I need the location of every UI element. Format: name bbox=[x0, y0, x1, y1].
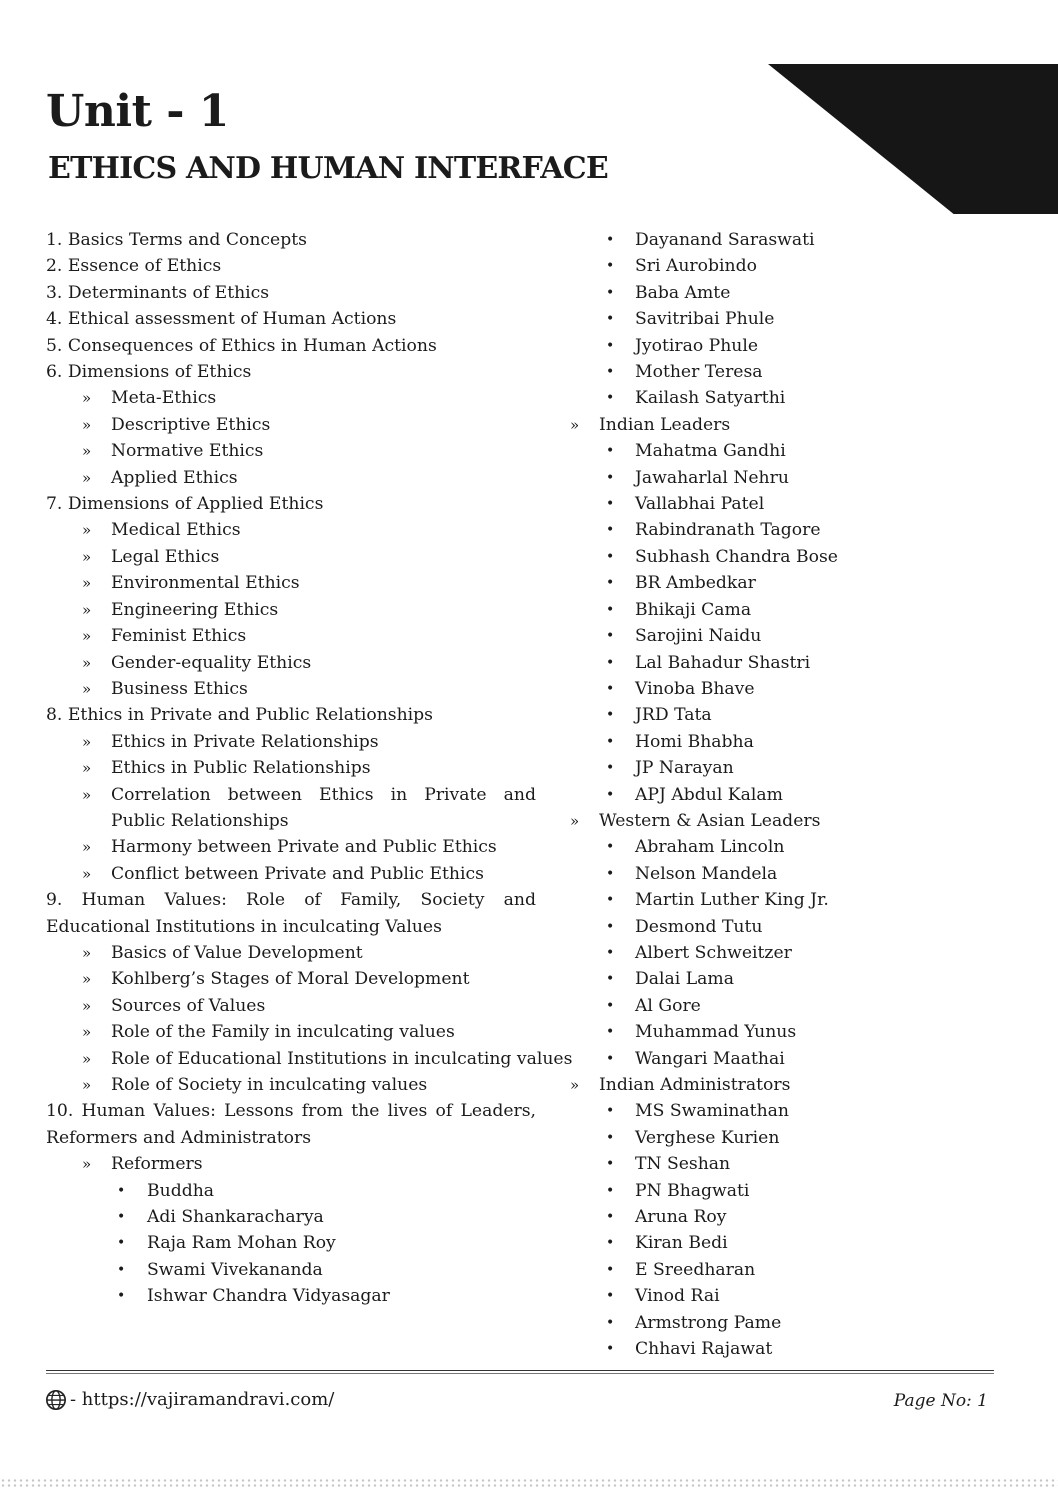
bullet-marker-icon: • bbox=[606, 1314, 615, 1331]
toc-r-bullet-item bbox=[566, 465, 1036, 491]
chevron-marker-icon: » bbox=[82, 521, 92, 540]
toc-r-bullet-item bbox=[566, 1178, 1036, 1204]
toc-item-text: Engineering Ethics bbox=[111, 599, 279, 620]
toc-item-text: Rabindranath Tagore bbox=[635, 520, 821, 541]
toc-sub-item bbox=[46, 861, 536, 887]
toc-topic-item bbox=[46, 253, 536, 279]
toc-item-text: E Sreedharan bbox=[635, 1259, 756, 1280]
toc-r-bullet-item bbox=[566, 491, 1036, 517]
bullet-marker-icon: • bbox=[606, 522, 615, 539]
toc-r-group-item bbox=[566, 808, 1036, 834]
toc-r-bullet-item bbox=[566, 280, 1036, 306]
toc-r-bullet-item bbox=[566, 1125, 1036, 1151]
footer-divider bbox=[46, 1370, 994, 1374]
bullet-marker-icon: • bbox=[606, 892, 615, 909]
toc-item-text: BR Ambedkar bbox=[635, 573, 756, 594]
toc-topic-item bbox=[46, 227, 536, 253]
toc-r-bullet-item bbox=[566, 227, 1036, 253]
toc-sub-item bbox=[46, 729, 536, 755]
toc-item-text: MS Swaminathan bbox=[635, 1101, 789, 1122]
toc-item-text: Nelson Mandela bbox=[635, 863, 778, 884]
toc-bullet-item bbox=[46, 1257, 536, 1283]
bullet-marker-icon: • bbox=[606, 1209, 615, 1226]
chevron-marker-icon: » bbox=[82, 574, 92, 593]
chevron-marker-icon: » bbox=[82, 943, 92, 962]
toc-item-text: Ethics in Public Relationships bbox=[111, 758, 371, 779]
toc-item-text: Swami Vivekananda bbox=[147, 1259, 323, 1280]
toc-r-group-item bbox=[566, 1072, 1036, 1098]
bullet-marker-icon: • bbox=[606, 1261, 615, 1278]
toc-item-text: Western & Asian Leaders bbox=[599, 810, 821, 831]
toc-item-text: 5. Consequences of Ethics in Human Actions bbox=[46, 335, 437, 356]
bullet-marker-icon: • bbox=[606, 733, 615, 750]
toc-item-text: Baba Amte bbox=[635, 282, 731, 303]
toc-item-text: Kiran Bedi bbox=[635, 1233, 728, 1254]
toc-r-bullet-item bbox=[566, 517, 1036, 543]
toc-item-text: APJ Abdul Kalam bbox=[635, 784, 783, 805]
toc-item-text: Mahatma Gandhi bbox=[635, 441, 786, 462]
globe-icon bbox=[45, 1389, 67, 1411]
toc-item-text: TN Seshan bbox=[635, 1154, 731, 1175]
bullet-marker-icon: • bbox=[606, 997, 615, 1014]
bullet-marker-icon: • bbox=[606, 1288, 615, 1305]
toc-item-text: Subhash Chandra Bose bbox=[635, 546, 838, 567]
toc-right-column bbox=[566, 227, 1036, 1362]
toc-item-text: Vinoba Bhave bbox=[635, 678, 755, 699]
bullet-marker-icon: • bbox=[606, 496, 615, 513]
bullet-marker-icon: • bbox=[606, 443, 615, 460]
toc-r-bullet-item bbox=[566, 993, 1036, 1019]
toc-item-text: 3. Determinants of Ethics bbox=[46, 282, 270, 303]
unit-number: Unit - 1 bbox=[46, 86, 229, 137]
bullet-marker-icon: • bbox=[117, 1261, 126, 1278]
toc-sub-item bbox=[46, 597, 536, 623]
bullet-marker-icon: • bbox=[606, 1235, 615, 1252]
toc-item-text: Martin Luther King Jr. bbox=[635, 890, 829, 911]
bullet-marker-icon: • bbox=[117, 1288, 126, 1305]
chevron-marker-icon: » bbox=[82, 547, 92, 566]
toc-r-bullet-item bbox=[566, 782, 1036, 808]
toc-topic-item bbox=[46, 280, 536, 306]
toc-item-text: Meta-Ethics bbox=[111, 388, 217, 409]
decorative-corner-block bbox=[768, 64, 1058, 214]
chevron-marker-icon: » bbox=[570, 1076, 580, 1094]
toc-topic-item bbox=[46, 887, 536, 940]
toc-item-text: Dayanand Saraswati bbox=[635, 230, 815, 250]
bullet-marker-icon: • bbox=[606, 284, 615, 301]
toc-r-bullet-item bbox=[566, 676, 1036, 702]
toc-topic-item bbox=[46, 306, 536, 332]
toc-r-bullet-item bbox=[566, 1230, 1036, 1256]
bullet-marker-icon: • bbox=[606, 1103, 615, 1120]
toc-item-text: Vinod Rai bbox=[635, 1286, 720, 1307]
toc-item-text: Business Ethics bbox=[111, 678, 248, 699]
chevron-marker-icon: » bbox=[82, 759, 92, 778]
toc-sub-item bbox=[46, 385, 536, 411]
toc-item-text: Desmond Tutu bbox=[635, 916, 763, 937]
chevron-marker-icon: » bbox=[82, 600, 92, 619]
chevron-marker-icon: » bbox=[570, 415, 580, 434]
toc-r-bullet-item bbox=[566, 966, 1036, 992]
toc-r-bullet-item bbox=[566, 597, 1036, 623]
chevron-marker-icon: » bbox=[82, 627, 92, 646]
toc-item-text: Sri Aurobindo bbox=[635, 256, 757, 277]
chevron-marker-icon: » bbox=[82, 970, 92, 989]
chevron-marker-icon: » bbox=[82, 653, 92, 672]
bullet-marker-icon: • bbox=[606, 971, 615, 988]
toc-topic-item bbox=[46, 359, 536, 385]
toc-item-text: 6. Dimensions of Ethics bbox=[46, 362, 252, 383]
toc-item-text: 7. Dimensions of Applied Ethics bbox=[46, 494, 324, 515]
toc-sub-item bbox=[46, 1046, 573, 1072]
toc-r-bullet-item bbox=[566, 887, 1036, 913]
bullet-marker-icon: • bbox=[606, 760, 615, 777]
toc-item-text: Legal Ethics bbox=[111, 546, 220, 567]
toc-item-text: 2. Essence of Ethics bbox=[46, 256, 222, 277]
toc-sub-item bbox=[46, 438, 536, 464]
bullet-marker-icon: • bbox=[117, 1235, 126, 1252]
toc-item-text: Mother Teresa bbox=[635, 362, 763, 383]
bullet-marker-icon: • bbox=[606, 1182, 615, 1199]
bullet-marker-icon: • bbox=[606, 548, 615, 565]
chevron-marker-icon: » bbox=[82, 679, 92, 698]
toc-sub-item bbox=[46, 676, 536, 702]
toc-r-bullet-item bbox=[566, 1310, 1036, 1336]
toc-item-text: Sarojini Naidu bbox=[635, 626, 762, 647]
bullet-marker-icon: • bbox=[606, 1129, 615, 1146]
toc-item-text: Basics of Value Development bbox=[111, 942, 363, 963]
toc-r-bullet-item bbox=[566, 544, 1036, 570]
bullet-marker-icon: • bbox=[606, 601, 615, 618]
bullet-marker-icon: • bbox=[606, 390, 615, 407]
toc-r-bullet-item bbox=[566, 861, 1036, 887]
toc-bullet-item bbox=[46, 1204, 536, 1230]
toc-item-text: Feminist Ethics bbox=[111, 626, 247, 647]
toc-sub-item bbox=[46, 782, 536, 835]
toc-item-text: Al Gore bbox=[635, 995, 701, 1016]
toc-r-bullet-item bbox=[566, 1257, 1036, 1283]
footer-website-link[interactable]: - https://vajiramandravi.com/ bbox=[70, 1389, 335, 1410]
toc-sub-item bbox=[46, 465, 536, 491]
unit-title: ETHICS AND HUMAN INTERFACE bbox=[48, 151, 608, 186]
toc-item-text: Lal Bahadur Shastri bbox=[635, 652, 811, 673]
bullet-marker-icon: • bbox=[606, 680, 615, 697]
toc-item-text: Bhikaji Cama bbox=[635, 599, 752, 620]
toc-item-text: Descriptive Ethics bbox=[111, 414, 271, 435]
toc-item-text: Jawaharlal Nehru bbox=[635, 467, 789, 488]
toc-sub-item bbox=[46, 1151, 536, 1177]
toc-sub-item bbox=[46, 412, 536, 438]
toc-topic-item bbox=[46, 491, 536, 517]
toc-item-text: Environmental Ethics bbox=[111, 573, 300, 594]
bullet-marker-icon: • bbox=[606, 1156, 615, 1173]
toc-sub-item bbox=[46, 544, 536, 570]
toc-item-text: Muhammad Yunus bbox=[635, 1022, 797, 1043]
toc-r-bullet-item bbox=[566, 385, 1036, 411]
toc-item-text: Wangari Maathai bbox=[635, 1048, 785, 1069]
bullet-marker-icon: • bbox=[606, 337, 615, 354]
toc-item-text: Role of Society in inculcating values bbox=[111, 1075, 428, 1095]
toc-r-bullet-item bbox=[566, 1046, 1036, 1072]
toc-sub-item bbox=[46, 834, 536, 860]
bullet-marker-icon: • bbox=[606, 1341, 615, 1358]
bullet-marker-icon: • bbox=[606, 707, 615, 724]
bullet-marker-icon: • bbox=[606, 654, 615, 671]
toc-topic-item bbox=[46, 333, 536, 359]
toc-item-text: Kohlberg’s Stages of Moral Development bbox=[111, 969, 470, 990]
chevron-marker-icon: » bbox=[82, 415, 92, 434]
toc-item-text: Harmony between Private and Public Ethics bbox=[111, 837, 497, 858]
bullet-marker-icon: • bbox=[606, 839, 615, 856]
toc-r-bullet-item bbox=[566, 1204, 1036, 1230]
toc-r-bullet-item bbox=[566, 1283, 1036, 1309]
chevron-marker-icon: » bbox=[82, 996, 92, 1015]
toc-r-bullet-item bbox=[566, 702, 1036, 728]
toc-item-text: 8. Ethics in Private and Public Relationships bbox=[46, 705, 433, 726]
toc-bullet-item bbox=[46, 1283, 536, 1309]
toc-item-text: Dalai Lama bbox=[635, 969, 734, 990]
toc-item-text: Kailash Satyarthi bbox=[635, 388, 786, 409]
toc-item-text: Armstrong Pame bbox=[635, 1312, 782, 1333]
toc-item-text: Correlation between Ethics in Private and Public Relationships bbox=[111, 784, 536, 831]
toc-item-text: Aruna Roy bbox=[635, 1207, 727, 1228]
toc-item-text: 9. Human Values: Role of Family, Society and Educational Institutions in inculcating Values bbox=[46, 890, 536, 937]
toc-r-bullet-item bbox=[566, 570, 1036, 596]
toc-item-text: Homi Bhabha bbox=[635, 731, 754, 752]
toc-item-text: Ethics in Private Relationships bbox=[111, 731, 379, 752]
toc-item-text: Gender-equality Ethics bbox=[111, 652, 312, 673]
toc-topic-item bbox=[46, 1098, 536, 1151]
chevron-marker-icon: » bbox=[82, 1023, 92, 1042]
bullet-marker-icon: • bbox=[606, 232, 615, 248]
toc-sub-item bbox=[46, 1019, 536, 1045]
toc-item-text: Sources of Values bbox=[111, 995, 266, 1016]
chevron-marker-icon: » bbox=[82, 732, 92, 751]
chevron-marker-icon: » bbox=[570, 811, 580, 830]
toc-item-text: Indian Administrators bbox=[599, 1075, 791, 1095]
toc-r-bullet-item bbox=[566, 729, 1036, 755]
toc-item-text: Abraham Lincoln bbox=[635, 837, 785, 858]
toc-bullet-item bbox=[46, 1178, 536, 1204]
toc-item-text: Indian Leaders bbox=[599, 414, 731, 435]
toc-sub-item bbox=[46, 650, 536, 676]
toc-bullet-item bbox=[46, 1230, 536, 1256]
toc-r-bullet-item bbox=[566, 1336, 1036, 1362]
toc-topic-item bbox=[46, 702, 536, 728]
toc-item-text: Medical Ethics bbox=[111, 520, 241, 541]
toc-r-bullet-item bbox=[566, 333, 1036, 359]
toc-r-bullet-item bbox=[566, 940, 1036, 966]
toc-item-text: Adi Shankaracharya bbox=[147, 1207, 324, 1228]
toc-sub-item bbox=[46, 755, 536, 781]
toc-r-bullet-item bbox=[566, 359, 1036, 385]
bullet-marker-icon: • bbox=[606, 865, 615, 882]
toc-item-text: Verghese Kurien bbox=[635, 1127, 780, 1148]
toc-sub-item bbox=[46, 993, 536, 1019]
toc-item-text: Applied Ethics bbox=[111, 467, 238, 488]
toc-sub-item bbox=[46, 966, 536, 992]
toc-r-bullet-item bbox=[566, 306, 1036, 332]
bullet-marker-icon: • bbox=[606, 258, 615, 275]
chevron-marker-icon: » bbox=[82, 1155, 92, 1174]
toc-r-bullet-item bbox=[566, 623, 1036, 649]
toc-r-bullet-item bbox=[566, 755, 1036, 781]
toc-item-text: 4. Ethical assessment of Human Actions bbox=[46, 309, 397, 330]
toc-item-text: Reformers bbox=[111, 1154, 203, 1175]
toc-r-bullet-item bbox=[566, 1151, 1036, 1177]
toc-item-text: Role of the Family in inculcating values bbox=[111, 1022, 455, 1043]
bullet-marker-icon: • bbox=[606, 918, 615, 935]
toc-item-text: PN Bhagwati bbox=[635, 1180, 750, 1201]
toc-item-text: Buddha bbox=[147, 1180, 215, 1201]
bullet-marker-icon: • bbox=[606, 944, 615, 961]
chevron-marker-icon: » bbox=[82, 1076, 92, 1094]
bullet-marker-icon: • bbox=[117, 1209, 126, 1226]
toc-r-bullet-item bbox=[566, 650, 1036, 676]
chevron-marker-icon: » bbox=[82, 864, 92, 883]
toc-item-text: JRD Tata bbox=[635, 705, 712, 726]
toc-item-text: Normative Ethics bbox=[111, 441, 264, 462]
toc-r-bullet-item bbox=[566, 834, 1036, 860]
toc-sub-item bbox=[46, 1072, 536, 1098]
page-number: Page No: 1 bbox=[893, 1391, 988, 1411]
bullet-marker-icon: • bbox=[117, 1182, 126, 1199]
bullet-marker-icon: • bbox=[606, 786, 615, 803]
toc-sub-item bbox=[46, 940, 536, 966]
toc-item-text: Jyotirao Phule bbox=[635, 335, 758, 356]
toc-item-text: Chhavi Rajawat bbox=[635, 1339, 773, 1360]
bullet-marker-icon: • bbox=[606, 1024, 615, 1041]
toc-left-column bbox=[46, 227, 573, 1310]
bullet-marker-icon: • bbox=[606, 1050, 615, 1067]
toc-item-text: Role of Educational Institutions in inculcating values bbox=[111, 1048, 573, 1069]
toc-item-text: 1. Basics Terms and Concepts bbox=[46, 230, 307, 250]
toc-sub-item bbox=[46, 517, 536, 543]
bullet-marker-icon: • bbox=[606, 575, 615, 592]
toc-item-text: Albert Schweitzer bbox=[635, 942, 792, 963]
toc-r-bullet-item bbox=[566, 914, 1036, 940]
toc-sub-item bbox=[46, 570, 536, 596]
toc-r-group-item bbox=[566, 412, 1036, 438]
toc-item-text: Vallabhai Patel bbox=[635, 494, 765, 515]
bullet-marker-icon: • bbox=[606, 628, 615, 645]
chevron-marker-icon: » bbox=[82, 785, 92, 804]
toc-item-text: Raja Ram Mohan Roy bbox=[147, 1233, 336, 1254]
toc-item-text: Conflict between Private and Public Ethics bbox=[111, 863, 484, 884]
toc-item-text: 10. Human Values: Lessons from the lives of Leaders, Reformers and Administrators bbox=[46, 1101, 536, 1148]
toc-item-text: Ishwar Chandra Vidyasagar bbox=[147, 1286, 390, 1307]
bullet-marker-icon: • bbox=[606, 311, 615, 328]
toc-r-bullet-item bbox=[566, 438, 1036, 464]
chevron-marker-icon: » bbox=[82, 468, 92, 487]
bullet-marker-icon: • bbox=[606, 469, 615, 486]
chevron-marker-icon: » bbox=[82, 442, 92, 461]
toc-r-bullet-item bbox=[566, 253, 1036, 279]
toc-item-text: Savitribai Phule bbox=[635, 309, 775, 330]
bullet-marker-icon: • bbox=[606, 364, 615, 381]
chevron-marker-icon: » bbox=[82, 1049, 92, 1068]
toc-sub-item bbox=[46, 623, 536, 649]
chevron-marker-icon: » bbox=[82, 838, 92, 857]
scan-edge-noise bbox=[0, 1478, 1058, 1488]
chevron-marker-icon: » bbox=[82, 389, 92, 408]
toc-r-bullet-item bbox=[566, 1019, 1036, 1045]
toc-r-bullet-item bbox=[566, 1098, 1036, 1124]
toc-item-text: JP Narayan bbox=[635, 758, 734, 779]
